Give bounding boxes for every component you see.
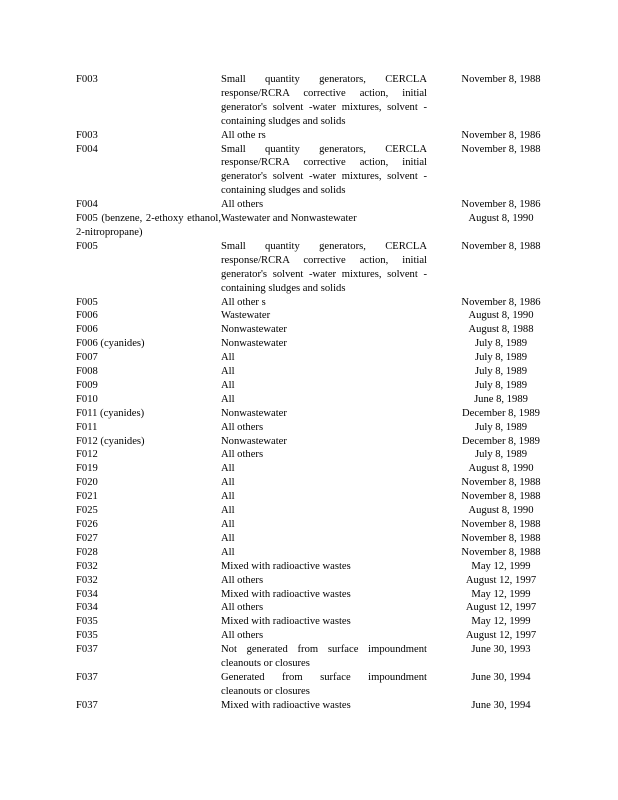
table-row — [76, 73, 546, 129]
effective-date: November 8, 1988 — [461, 519, 541, 530]
table-row — [76, 629, 546, 643]
description-line: All — [221, 532, 235, 544]
waste-description — [221, 198, 427, 212]
waste-code: F037 — [76, 699, 98, 711]
description-line: All others — [221, 574, 264, 586]
description-line: Wastewater — [221, 310, 271, 322]
effective-date: November 8, 1988 — [461, 491, 541, 503]
waste-description — [221, 351, 427, 365]
waste-code: F006 (cyanides) — [76, 338, 145, 350]
waste-description — [221, 476, 427, 490]
effective-date: May 12, 1999 — [471, 560, 531, 572]
waste-description — [221, 240, 427, 296]
effective-date: November 8, 1988 — [461, 477, 541, 489]
waste-code: F021 — [76, 491, 98, 503]
effective-date: November 8, 1986 — [461, 129, 541, 141]
waste-description — [221, 337, 427, 351]
waste-description — [221, 435, 427, 449]
waste-code: F020 — [76, 477, 98, 489]
effective-date: July 8, 1989 — [474, 352, 528, 364]
waste-code-table — [76, 73, 546, 713]
description-line: All — [221, 463, 235, 475]
effective-date: November 8, 1986 — [461, 199, 541, 211]
waste-code: F007 — [76, 352, 98, 364]
waste-description — [221, 421, 427, 435]
effective-date: June 30, 1994 — [471, 671, 531, 683]
waste-description — [221, 393, 427, 407]
effective-date: November 8, 1986 — [461, 296, 541, 308]
waste-code: F034 — [76, 588, 98, 600]
effective-date: November 8, 1988 — [461, 74, 541, 85]
waste-code: F025 — [76, 505, 98, 517]
description-line: All othe rs — [221, 129, 266, 141]
waste-code: F011 (cyanides) — [76, 407, 145, 419]
waste-description — [221, 629, 427, 643]
description-line: All others — [221, 421, 264, 433]
waste-description — [221, 601, 427, 615]
effective-date: August 8, 1990 — [468, 213, 534, 225]
waste-description — [221, 309, 427, 323]
description-line: containing sludges and solids — [221, 185, 346, 197]
description-line: Mixed with radioactive wastes — [221, 699, 351, 711]
waste-description — [221, 129, 427, 143]
waste-code: F005 (benzene, 2-ethoxy ethanol, 2-nitropropane) — [76, 213, 221, 238]
effective-date: August 8, 1988 — [468, 324, 534, 336]
table-row — [76, 198, 546, 212]
table-row — [76, 615, 546, 629]
table-row — [76, 462, 546, 476]
description-line: Generated from surface impoundment — [221, 671, 427, 683]
description-line: All — [221, 366, 235, 378]
table-row — [76, 574, 546, 588]
effective-date: August 8, 1990 — [468, 310, 534, 322]
waste-code: F034 — [76, 602, 98, 614]
description-line: All — [221, 519, 235, 530]
effective-date: May 12, 1999 — [471, 588, 531, 600]
table-row — [76, 309, 546, 323]
table-row — [76, 643, 546, 671]
waste-description — [221, 588, 427, 602]
effective-date: August 12, 1997 — [465, 630, 537, 642]
table-row — [76, 546, 546, 560]
waste-code: F005 — [76, 296, 98, 308]
waste-code: F011 — [76, 421, 98, 433]
waste-description — [221, 448, 427, 462]
table-row — [76, 448, 546, 462]
waste-code: F003 — [76, 129, 98, 141]
table-row — [76, 504, 546, 518]
table-row — [76, 490, 546, 504]
description-line: All other s — [221, 296, 266, 308]
table-row — [76, 393, 546, 407]
effective-date: May 12, 1999 — [471, 616, 531, 628]
description-line: Wastewater and Nonwastewater — [221, 213, 357, 225]
effective-date: November 8, 1988 — [461, 240, 541, 252]
waste-code: F037 — [76, 644, 98, 656]
description-line: Nonwastewater — [221, 338, 287, 350]
waste-description — [221, 546, 427, 560]
waste-description — [221, 532, 427, 546]
effective-date: July 8, 1989 — [474, 379, 528, 391]
waste-description — [221, 560, 427, 574]
description-line: All — [221, 505, 235, 517]
waste-description — [221, 504, 427, 518]
description-line: Small quantity generators, CERCLA — [221, 240, 427, 252]
description-line: generator's solvent -water mixtures, solvent - — [221, 101, 427, 113]
effective-date: July 8, 1989 — [474, 449, 528, 461]
waste-code: F032 — [76, 560, 98, 572]
description-line: All — [221, 393, 235, 405]
description-line: cleanouts or closures — [221, 658, 310, 670]
waste-code: F028 — [76, 546, 98, 558]
table-row — [76, 296, 546, 310]
waste-description — [221, 143, 427, 199]
waste-description — [221, 73, 427, 129]
effective-date: November 8, 1988 — [461, 532, 541, 544]
waste-code: F032 — [76, 574, 98, 586]
description-line: Nonwastewater — [221, 435, 287, 447]
description-line: generator's solvent -water mixtures, solvent - — [221, 171, 427, 183]
table-row — [76, 407, 546, 421]
description-line: Mixed with radioactive wastes — [221, 560, 351, 572]
effective-date: December 8, 1989 — [462, 435, 540, 447]
waste-description — [221, 212, 427, 226]
table-row — [76, 532, 546, 546]
table-row — [76, 699, 546, 713]
waste-description — [221, 490, 427, 504]
waste-code: F006 — [76, 324, 98, 336]
description-line: Not generated from surface impoundment — [221, 644, 427, 656]
effective-date: August 12, 1997 — [465, 574, 537, 586]
table-row — [76, 365, 546, 379]
effective-date: November 8, 1988 — [461, 143, 541, 155]
table-row — [76, 588, 546, 602]
description-line: All — [221, 352, 235, 364]
waste-code: F009 — [76, 379, 98, 391]
waste-description — [221, 407, 427, 421]
effective-date: June 30, 1994 — [471, 699, 531, 711]
effective-date: December 8, 1989 — [462, 407, 540, 419]
description-line: Mixed with radioactive wastes — [221, 616, 351, 628]
table-row — [76, 560, 546, 574]
effective-date: August 12, 1997 — [465, 602, 537, 614]
waste-description — [221, 699, 427, 713]
waste-code: F037 — [76, 671, 98, 683]
description-line: Mixed with radioactive wastes — [221, 588, 351, 600]
waste-code: F004 — [76, 143, 98, 155]
waste-description — [221, 379, 427, 393]
table-row — [76, 337, 546, 351]
table-row — [76, 351, 546, 365]
description-line: All others — [221, 199, 264, 211]
waste-code: F035 — [76, 630, 98, 642]
effective-date: July 8, 1989 — [474, 421, 528, 433]
waste-code: F003 — [76, 74, 98, 85]
waste-code: F010 — [76, 393, 98, 405]
waste-code: F012 (cyanides) — [76, 435, 145, 447]
description-line: response/RCRA corrective action, initial — [221, 254, 427, 266]
effective-date: July 8, 1989 — [474, 338, 528, 350]
waste-description — [221, 671, 427, 699]
effective-date: July 8, 1989 — [474, 366, 528, 378]
description-line: All others — [221, 449, 264, 461]
waste-description — [221, 574, 427, 588]
table-row — [76, 671, 546, 699]
description-line: All others — [221, 602, 264, 614]
description-line: generator's solvent -water mixtures, solvent - — [221, 268, 427, 280]
description-line: All — [221, 491, 235, 503]
effective-date: November 8, 1988 — [461, 546, 541, 558]
description-line: Nonwastewater — [221, 407, 287, 419]
description-line: All — [221, 546, 235, 558]
description-line: cleanouts or closures — [221, 685, 310, 697]
description-line: containing sludges and solids — [221, 115, 346, 127]
waste-code: F035 — [76, 616, 98, 628]
waste-code: F026 — [76, 519, 98, 530]
description-line: Small quantity generators, CERCLA — [221, 143, 427, 155]
table-row — [76, 379, 546, 393]
description-line: Nonwastewater — [221, 324, 287, 336]
waste-code: F027 — [76, 532, 98, 544]
effective-date: June 8, 1989 — [474, 393, 528, 405]
waste-description — [221, 323, 427, 337]
table-row — [76, 323, 546, 337]
table-row — [76, 143, 546, 199]
waste-description — [221, 643, 427, 671]
waste-code: F019 — [76, 463, 98, 475]
description-line: response/RCRA corrective action, initial — [221, 87, 427, 99]
waste-description — [221, 518, 427, 532]
waste-code: F008 — [76, 366, 98, 378]
table-row — [76, 421, 546, 435]
table-row — [76, 240, 546, 296]
description-line: All others — [221, 630, 264, 642]
waste-code: F012 — [76, 449, 98, 461]
waste-code: F004 — [76, 199, 98, 211]
table-row — [76, 129, 546, 143]
waste-code: F006 — [76, 310, 98, 322]
table-row — [76, 212, 546, 240]
waste-code: F005 — [76, 240, 98, 252]
waste-description — [221, 296, 427, 310]
waste-description — [221, 615, 427, 629]
description-line: response/RCRA corrective action, initial — [221, 157, 427, 169]
waste-description — [221, 462, 427, 476]
table-row — [76, 435, 546, 449]
table-row — [76, 518, 546, 532]
table-row — [76, 476, 546, 490]
description-line: containing sludges and solids — [221, 282, 346, 294]
description-line: All — [221, 477, 235, 489]
waste-description — [221, 365, 427, 379]
description-line: All — [221, 379, 235, 391]
table-row — [76, 601, 546, 615]
description-line: Small quantity generators, CERCLA — [221, 74, 427, 85]
effective-date: August 8, 1990 — [468, 505, 534, 517]
effective-date: June 30, 1993 — [471, 644, 531, 656]
effective-date: August 8, 1990 — [468, 463, 534, 475]
